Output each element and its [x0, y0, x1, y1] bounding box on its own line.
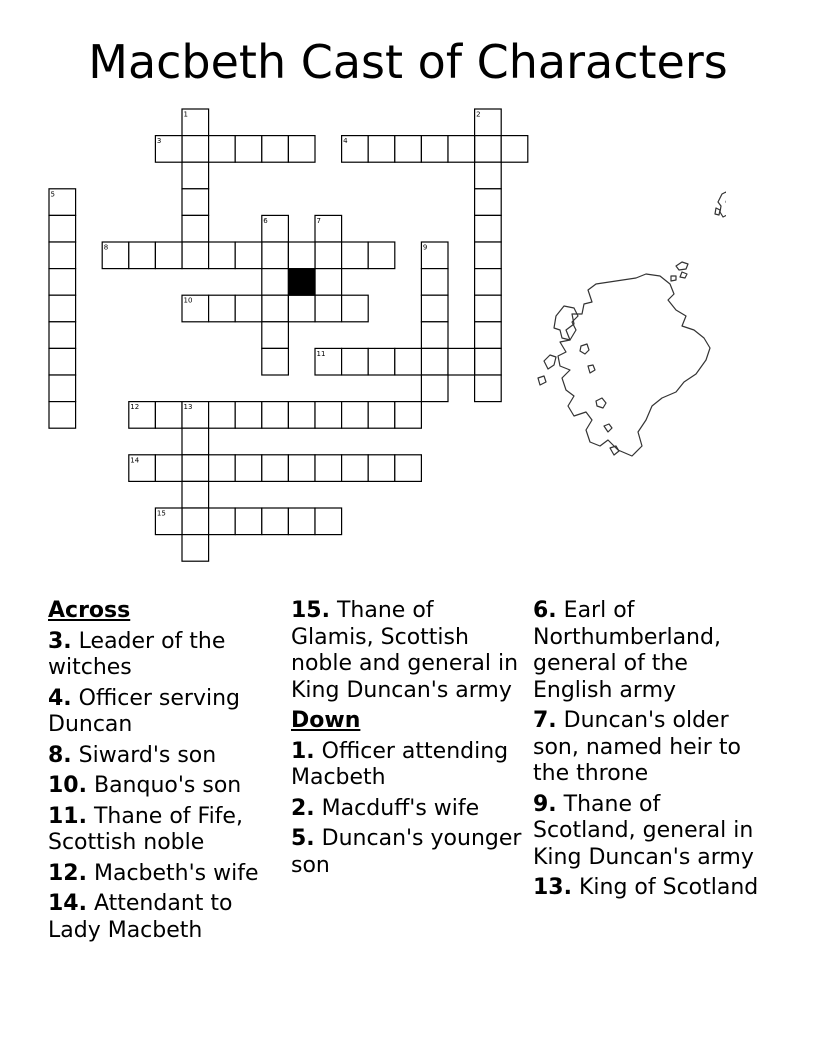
clue-text: Thane of Glamis, Scottish noble and general in King Duncan's army: [291, 598, 519, 703]
clue-item: [291, 796, 523, 823]
clue-text: Attendant to Lady Macbeth: [48, 891, 233, 943]
grid-cell[interactable]: [182, 136, 209, 163]
clue-number-label: 4: [343, 137, 348, 146]
grid-cell[interactable]: [475, 189, 502, 216]
clue-number: 1.: [291, 738, 315, 764]
clue-heading: Across: [48, 598, 131, 623]
clue-item: [533, 792, 765, 872]
grid-cell[interactable]: [49, 242, 76, 269]
grid-cell[interactable]: [262, 322, 289, 349]
grid-cell[interactable]: [155, 455, 182, 482]
grid-cell[interactable]: [288, 455, 315, 482]
grid-cell[interactable]: [235, 455, 262, 482]
clue-number-label: 1: [183, 110, 188, 119]
clue-number-label: 6: [263, 216, 268, 225]
grid-cell[interactable]: [262, 455, 289, 482]
grid-cell[interactable]: [342, 348, 369, 375]
grid-cell[interactable]: [368, 136, 395, 163]
grid-cell[interactable]: [342, 295, 369, 322]
grid-cell[interactable]: [475, 162, 502, 189]
clue-number-label: 12: [130, 403, 140, 412]
clue-text: Officer attending Macbeth: [291, 738, 509, 790]
grid-cell[interactable]: [315, 508, 342, 535]
grid-cell[interactable]: [475, 242, 502, 269]
clue-item: [291, 598, 523, 704]
grid-cell[interactable]: [421, 295, 448, 322]
clue-number-label: 8: [103, 243, 109, 252]
clue-number: 2.: [291, 795, 315, 821]
clue-heading: Down: [291, 708, 361, 733]
grid-cell[interactable]: [475, 295, 502, 322]
clue-text: King of Scotland: [571, 875, 759, 900]
grid-cell[interactable]: [342, 402, 369, 429]
grid-cell[interactable]: [342, 242, 369, 269]
grid-cell[interactable]: [475, 215, 502, 242]
clue-number-label: 2: [476, 110, 481, 119]
scotland-map-icon: [526, 186, 726, 486]
grid-cell[interactable]: [421, 348, 448, 375]
grid-cell[interactable]: [49, 348, 76, 375]
clue-number: 4.: [48, 685, 72, 711]
clue-item: [48, 629, 280, 682]
clue-number: 14.: [48, 891, 87, 916]
grid-cell[interactable]: [448, 136, 475, 163]
clue-number-label: 9: [422, 243, 428, 252]
clue-number-label: 3: [156, 137, 162, 146]
grid-cell[interactable]: [182, 189, 209, 216]
grid-cell[interactable]: [262, 402, 289, 429]
grid-cell[interactable]: [235, 136, 262, 163]
grid-cell[interactable]: [262, 508, 289, 535]
grid-cell[interactable]: [209, 508, 236, 535]
clue-text: Duncan's younger son: [291, 826, 522, 878]
grid-cell[interactable]: [209, 402, 236, 429]
grid-cell[interactable]: [315, 242, 342, 269]
grid-cell[interactable]: [182, 162, 209, 189]
grid-cell[interactable]: [288, 136, 315, 163]
clue-number: 7.: [533, 708, 557, 733]
clue-text: Siward's son: [71, 742, 217, 768]
grid-cell[interactable]: [182, 535, 209, 562]
clue-item: [48, 861, 280, 888]
grid-cell[interactable]: [49, 375, 76, 402]
clue-number: 12.: [48, 860, 87, 886]
clue-item: [533, 875, 765, 902]
grid-cell[interactable]: [475, 322, 502, 349]
page-title: Macbeth Cast of Characters: [88, 35, 728, 89]
grid-cell[interactable]: [368, 348, 395, 375]
grid-cell[interactable]: [368, 242, 395, 269]
clue-number-label: 11: [316, 349, 326, 358]
grid-cell[interactable]: [288, 508, 315, 535]
clue-item: [48, 891, 280, 944]
grid-cell[interactable]: [49, 322, 76, 349]
grid-cell[interactable]: [49, 215, 76, 242]
grid-cell[interactable]: [262, 269, 289, 296]
grid-cell[interactable]: [182, 242, 209, 269]
grid-cell[interactable]: [262, 242, 289, 269]
clue-number: 11.: [48, 803, 87, 829]
grid-cell[interactable]: [315, 402, 342, 429]
grid-cell[interactable]: [315, 455, 342, 482]
clue-number-label: 5: [50, 190, 55, 199]
grid-cell[interactable]: [421, 375, 448, 402]
grid-cell[interactable]: [475, 269, 502, 296]
clue-text: Thane of Fife, Scottish noble: [48, 803, 243, 855]
grid-cell[interactable]: [49, 269, 76, 296]
grid-cell[interactable]: [49, 295, 76, 322]
grid-cell[interactable]: [182, 508, 209, 535]
grid-cell[interactable]: [368, 455, 395, 482]
grid-cell[interactable]: [395, 136, 422, 163]
grid-cell[interactable]: [288, 402, 315, 429]
clue-text: Leader of the witches: [48, 628, 226, 680]
grid-cell[interactable]: [262, 295, 289, 322]
grid-cell[interactable]: [209, 295, 236, 322]
grid-cell[interactable]: [421, 269, 448, 296]
clue-column-1: [48, 598, 280, 948]
grid-cell[interactable]: [448, 348, 475, 375]
grid-cell[interactable]: [395, 402, 422, 429]
grid-cell[interactable]: [235, 295, 262, 322]
grid-cell[interactable]: [182, 215, 209, 242]
grid-cell[interactable]: [49, 402, 76, 429]
grid-cell[interactable]: [421, 322, 448, 349]
clue-number: 8.: [48, 742, 72, 768]
clue-number: 10.: [48, 773, 87, 798]
clue-number: 5.: [291, 826, 315, 851]
grid-block-cell: [288, 269, 315, 296]
clue-number: 6.: [533, 598, 557, 623]
grid-cell[interactable]: [155, 242, 182, 269]
grid-cell[interactable]: [368, 402, 395, 429]
grid-cell[interactable]: [182, 428, 209, 455]
grid-cell[interactable]: [421, 136, 448, 163]
grid-cell[interactable]: [262, 348, 289, 375]
grid-cell[interactable]: [395, 348, 422, 375]
grid-cell[interactable]: [262, 136, 289, 163]
grid-cell[interactable]: [342, 455, 369, 482]
clue-text: Macbeth's wife: [86, 860, 259, 886]
clue-item: [48, 743, 280, 770]
clue-item: [291, 826, 523, 879]
clue-item: [533, 598, 765, 704]
clue-number-label: 7: [316, 216, 321, 225]
clue-number: 13.: [533, 875, 572, 900]
clue-number-label: 15: [156, 509, 166, 518]
clue-text: Earl of Northumberland, general of the English army: [533, 598, 721, 703]
clue-text: Duncan's older son, named heir to the throne: [533, 708, 741, 786]
clue-column-2: [291, 598, 523, 883]
grid-cell[interactable]: [235, 508, 262, 535]
grid-cell[interactable]: [315, 269, 342, 296]
grid-cell[interactable]: [209, 136, 236, 163]
clue-text: Banquo's son: [86, 773, 242, 798]
clue-text: Officer serving Duncan: [48, 685, 241, 737]
grid-cell[interactable]: [475, 136, 502, 163]
grid-cell[interactable]: [235, 242, 262, 269]
clue-number: 3.: [48, 628, 72, 654]
clue-item: [533, 708, 765, 788]
grid-cell[interactable]: [235, 402, 262, 429]
clue-number: 15.: [291, 598, 330, 623]
grid-cell[interactable]: [475, 348, 502, 375]
clue-number-label: 14: [130, 456, 140, 465]
grid-cell[interactable]: [288, 295, 315, 322]
grid-cell[interactable]: [129, 242, 156, 269]
clue-column-3: [533, 598, 765, 906]
clue-item: [48, 804, 280, 857]
grid-cell[interactable]: [155, 402, 182, 429]
grid-cell[interactable]: [209, 455, 236, 482]
grid-cell[interactable]: [182, 455, 209, 482]
clue-number-label: 13: [183, 403, 193, 412]
clue-number: 9.: [533, 791, 557, 817]
grid-cell[interactable]: [315, 295, 342, 322]
clue-text: Thane of Scotland, general in King Duncan's army: [533, 791, 754, 870]
grid-cell[interactable]: [475, 375, 502, 402]
grid-cell[interactable]: [209, 242, 236, 269]
clue-item: [48, 686, 280, 739]
clue-number-label: 10: [183, 296, 193, 305]
grid-cell[interactable]: [501, 136, 528, 163]
clue-text: Macduff's wife: [314, 795, 480, 821]
grid-cell[interactable]: [288, 242, 315, 269]
grid-cell[interactable]: [182, 481, 209, 508]
clue-item: [48, 773, 280, 800]
grid-cell[interactable]: [395, 455, 422, 482]
clue-item: [291, 739, 523, 792]
